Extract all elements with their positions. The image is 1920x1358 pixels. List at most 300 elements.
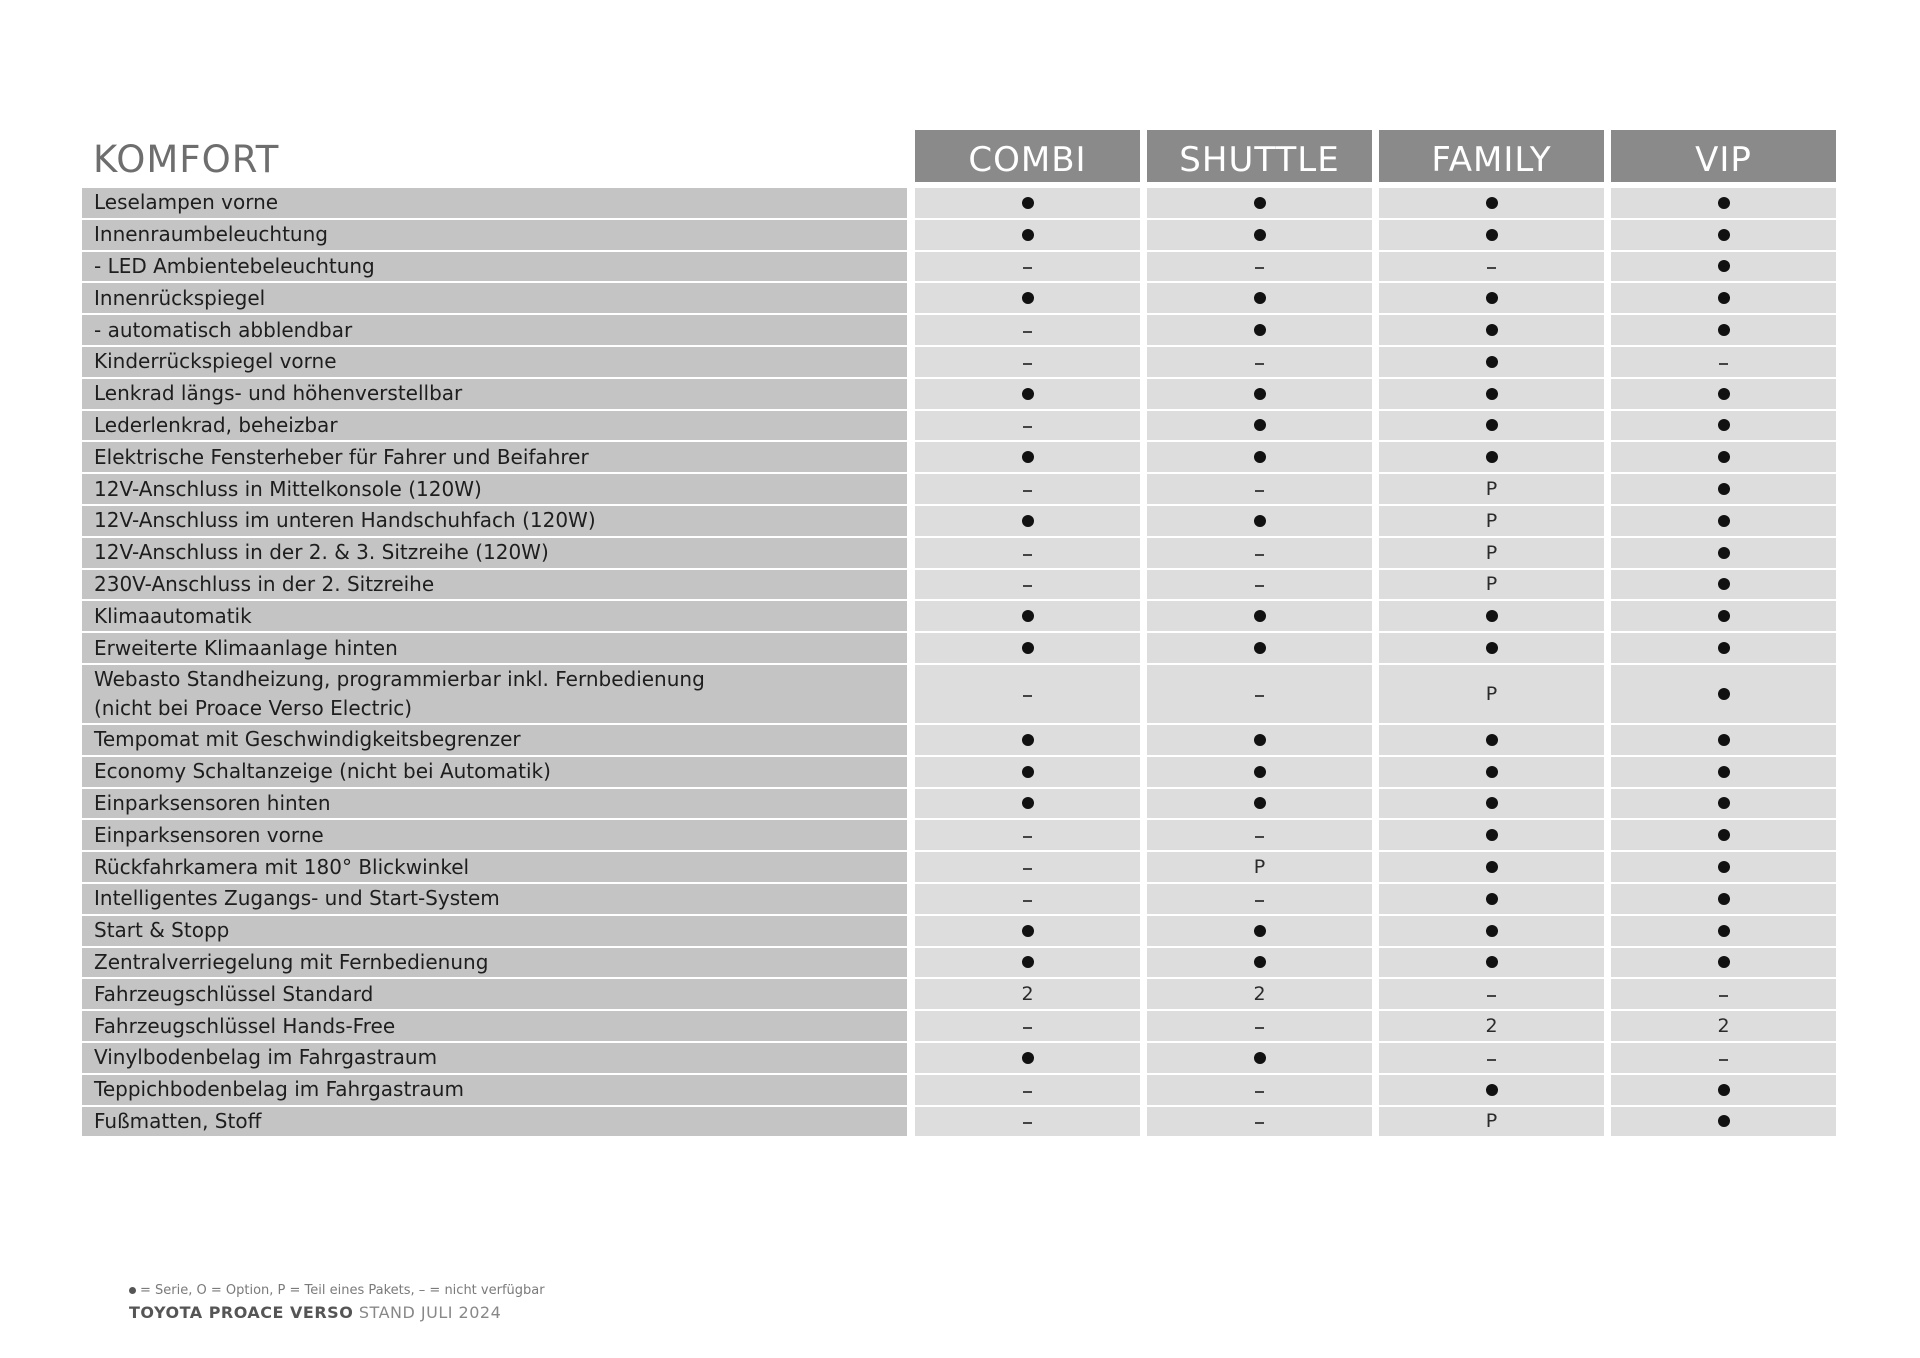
value-cell bbox=[1611, 1075, 1836, 1105]
table-row bbox=[0, 379, 1920, 409]
table-row bbox=[0, 188, 1920, 218]
table-row bbox=[0, 347, 1920, 377]
not-available-dash-icon bbox=[1023, 363, 1032, 365]
row-label: Erweiterte Klimaanlage hinten bbox=[94, 635, 398, 660]
standard-dot-icon bbox=[1718, 688, 1730, 700]
row-label: Fußmatten, Stoff bbox=[94, 1108, 262, 1133]
value-cell bbox=[1147, 601, 1372, 631]
row-label: Leselampen vorne bbox=[94, 190, 279, 215]
table-row bbox=[0, 884, 1920, 914]
standard-dot-icon bbox=[1718, 956, 1730, 968]
value-cell bbox=[1147, 538, 1372, 568]
value-text: P bbox=[1485, 478, 1498, 501]
footer-brand: TOYOTA PROACE VERSO bbox=[129, 1303, 354, 1322]
row-label-cell bbox=[82, 442, 907, 472]
value-cell bbox=[1611, 601, 1836, 631]
value-text: P bbox=[1485, 541, 1498, 564]
not-available-dash-icon bbox=[1023, 554, 1032, 556]
table-row bbox=[0, 665, 1920, 723]
table-row bbox=[0, 1107, 1920, 1137]
value-cell bbox=[1611, 665, 1836, 723]
row-label-cell bbox=[82, 283, 907, 313]
not-available-dash-icon bbox=[1719, 363, 1728, 365]
standard-dot-icon bbox=[1022, 766, 1034, 778]
standard-dot-icon bbox=[1718, 925, 1730, 937]
table-row bbox=[0, 633, 1920, 663]
row-label: Innenrückspiegel bbox=[94, 285, 266, 310]
standard-dot-icon bbox=[1486, 356, 1498, 368]
value-cell bbox=[1611, 506, 1836, 536]
value-cell bbox=[1379, 315, 1604, 345]
standard-dot-icon bbox=[1718, 515, 1730, 527]
value-cell bbox=[1379, 506, 1604, 536]
value-cell bbox=[1147, 474, 1372, 504]
value-cell bbox=[1379, 538, 1604, 568]
value-cell bbox=[1147, 1043, 1372, 1073]
not-available-dash-icon bbox=[1023, 1122, 1032, 1124]
value-cell bbox=[915, 1075, 1140, 1105]
standard-dot-icon bbox=[1254, 292, 1266, 304]
standard-dot-icon bbox=[1718, 324, 1730, 336]
row-label-cell bbox=[82, 820, 907, 850]
value-cell bbox=[1147, 725, 1372, 755]
standard-dot-icon bbox=[1486, 324, 1498, 336]
value-cell bbox=[1379, 916, 1604, 946]
value-cell bbox=[1611, 884, 1836, 914]
column-header-3: VIP bbox=[1611, 130, 1836, 182]
not-available-dash-icon bbox=[1255, 836, 1264, 838]
row-label-cell bbox=[82, 1011, 907, 1041]
standard-dot-icon bbox=[1022, 1052, 1034, 1064]
row-label: Lederlenkrad, beheizbar bbox=[94, 412, 338, 437]
row-label-cell bbox=[82, 252, 907, 282]
not-available-dash-icon bbox=[1255, 695, 1264, 697]
value-cell bbox=[1611, 283, 1836, 313]
column-header-0: COMBI bbox=[915, 130, 1140, 182]
standard-dot-icon bbox=[1718, 893, 1730, 905]
standard-dot-icon bbox=[1254, 956, 1266, 968]
row-label: Rückfahrkamera mit 180° Blickwinkel bbox=[94, 854, 470, 879]
row-label-cell bbox=[82, 665, 907, 723]
row-label: Zentralverriegelung mit Fernbedienung bbox=[94, 949, 489, 974]
not-available-dash-icon bbox=[1487, 267, 1496, 269]
value-cell bbox=[1611, 442, 1836, 472]
not-available-dash-icon bbox=[1023, 1027, 1032, 1029]
standard-dot-icon bbox=[1254, 229, 1266, 241]
value-cell bbox=[1611, 916, 1836, 946]
standard-dot-icon bbox=[1486, 419, 1498, 431]
value-cell bbox=[1147, 570, 1372, 600]
row-label: - LED Ambientebeleuchtung bbox=[94, 253, 375, 278]
table-row bbox=[0, 1075, 1920, 1105]
value-cell bbox=[915, 916, 1140, 946]
row-label: Kinderrückspiegel vorne bbox=[94, 349, 337, 374]
row-label-cell bbox=[82, 916, 907, 946]
value-cell bbox=[1147, 1075, 1372, 1105]
value-cell bbox=[1379, 1043, 1604, 1073]
standard-dot-icon bbox=[1022, 956, 1034, 968]
standard-dot-icon bbox=[1254, 766, 1266, 778]
row-label-cell bbox=[82, 1075, 907, 1105]
table-row bbox=[0, 411, 1920, 441]
value-cell bbox=[1379, 601, 1604, 631]
not-available-dash-icon bbox=[1255, 585, 1264, 587]
value-cell bbox=[1147, 789, 1372, 819]
value-cell bbox=[1147, 979, 1372, 1009]
standard-dot-icon bbox=[1718, 451, 1730, 463]
value-cell bbox=[1147, 188, 1372, 218]
standard-dot-icon bbox=[1718, 1084, 1730, 1096]
value-cell bbox=[1611, 757, 1836, 787]
value-cell bbox=[1379, 948, 1604, 978]
table-row bbox=[0, 1011, 1920, 1041]
value-cell bbox=[1379, 820, 1604, 850]
value-cell bbox=[1147, 757, 1372, 787]
value-cell bbox=[1379, 1107, 1604, 1137]
value-cell bbox=[915, 633, 1140, 663]
standard-dot-icon bbox=[1254, 925, 1266, 937]
value-cell bbox=[1147, 820, 1372, 850]
row-label-cell bbox=[82, 757, 907, 787]
standard-dot-icon bbox=[1486, 956, 1498, 968]
value-cell bbox=[915, 220, 1140, 250]
not-available-dash-icon bbox=[1023, 1091, 1032, 1093]
standard-dot-icon bbox=[1718, 483, 1730, 495]
value-cell bbox=[1611, 570, 1836, 600]
standard-dot-icon bbox=[1718, 797, 1730, 809]
table-row bbox=[0, 474, 1920, 504]
value-cell bbox=[915, 757, 1140, 787]
value-cell bbox=[1611, 1043, 1836, 1073]
value-cell bbox=[1379, 1011, 1604, 1041]
row-label: 12V-Anschluss in der 2. & 3. Sitzreihe (120W) bbox=[94, 540, 549, 565]
standard-dot-icon bbox=[1718, 547, 1730, 559]
value-cell bbox=[1611, 252, 1836, 282]
value-cell bbox=[915, 474, 1140, 504]
value-cell bbox=[1611, 820, 1836, 850]
value-cell bbox=[1611, 379, 1836, 409]
not-available-dash-icon bbox=[1023, 868, 1032, 870]
value-cell bbox=[915, 725, 1140, 755]
value-cell bbox=[1379, 725, 1604, 755]
value-cell bbox=[915, 852, 1140, 882]
standard-dot-icon bbox=[1718, 1115, 1730, 1127]
standard-dot-icon bbox=[1718, 578, 1730, 590]
table-row bbox=[0, 916, 1920, 946]
value-cell bbox=[1611, 315, 1836, 345]
standard-dot-icon bbox=[1022, 388, 1034, 400]
value-text: P bbox=[1485, 1110, 1498, 1133]
row-label: Vinylbodenbelag im Fahrgastraum bbox=[94, 1045, 438, 1070]
standard-dot-icon bbox=[1022, 925, 1034, 937]
value-cell bbox=[915, 283, 1140, 313]
standard-dot-icon bbox=[1486, 642, 1498, 654]
row-label-cell bbox=[82, 725, 907, 755]
value-cell bbox=[915, 1011, 1140, 1041]
row-label-cell bbox=[82, 789, 907, 819]
value-cell bbox=[1611, 1107, 1836, 1137]
standard-dot-icon bbox=[1254, 642, 1266, 654]
table-row bbox=[0, 979, 1920, 1009]
value-cell bbox=[1147, 948, 1372, 978]
standard-dot-icon bbox=[1718, 388, 1730, 400]
row-label-cell bbox=[82, 852, 907, 882]
not-available-dash-icon bbox=[1023, 836, 1032, 838]
value-cell bbox=[915, 442, 1140, 472]
standard-dot-icon bbox=[1486, 229, 1498, 241]
value-cell bbox=[1379, 283, 1604, 313]
value-cell bbox=[1611, 538, 1836, 568]
value-text: 2 bbox=[1717, 1015, 1730, 1038]
row-label-cell bbox=[82, 347, 907, 377]
table-row bbox=[0, 538, 1920, 568]
row-label-cell bbox=[82, 570, 907, 600]
value-cell bbox=[915, 538, 1140, 568]
value-cell bbox=[1379, 1075, 1604, 1105]
value-cell bbox=[1147, 884, 1372, 914]
row-label-cell bbox=[82, 315, 907, 345]
standard-dot-icon bbox=[1486, 451, 1498, 463]
value-cell bbox=[1379, 979, 1604, 1009]
standard-dot-icon bbox=[1718, 197, 1730, 209]
standard-dot-icon bbox=[1486, 797, 1498, 809]
not-available-dash-icon bbox=[1255, 1122, 1264, 1124]
value-cell bbox=[1611, 725, 1836, 755]
legend-footnote bbox=[129, 1283, 545, 1298]
table-row bbox=[0, 570, 1920, 600]
value-cell bbox=[1147, 1107, 1372, 1137]
row-label: Tempomat mit Geschwindigkeitsbegrenzer bbox=[94, 727, 521, 752]
value-cell bbox=[1379, 884, 1604, 914]
value-cell bbox=[1611, 188, 1836, 218]
value-cell bbox=[915, 347, 1140, 377]
row-label-cell bbox=[82, 979, 907, 1009]
value-cell bbox=[1147, 315, 1372, 345]
standard-dot-icon bbox=[1486, 197, 1498, 209]
value-cell bbox=[1147, 506, 1372, 536]
row-label: Fahrzeugschlüssel Hands-Free bbox=[94, 1013, 396, 1038]
value-cell bbox=[1147, 411, 1372, 441]
standard-dot-icon bbox=[1718, 229, 1730, 241]
value-cell bbox=[1147, 665, 1372, 723]
standard-dot-icon bbox=[1718, 292, 1730, 304]
standard-dot-icon bbox=[1022, 734, 1034, 746]
standard-dot-icon bbox=[1254, 197, 1266, 209]
standard-dot-icon bbox=[1254, 515, 1266, 527]
row-label: Innenraumbeleuchtung bbox=[94, 222, 328, 247]
row-label-cell bbox=[82, 1107, 907, 1137]
standard-dot-icon bbox=[1486, 388, 1498, 400]
table-row bbox=[0, 601, 1920, 631]
standard-dot-icon bbox=[1718, 642, 1730, 654]
row-label: Lenkrad längs- und höhenverstellbar bbox=[94, 381, 463, 406]
value-cell bbox=[1611, 474, 1836, 504]
row-label-cell bbox=[82, 884, 907, 914]
value-cell bbox=[915, 884, 1140, 914]
value-cell bbox=[1611, 948, 1836, 978]
value-text: 2 bbox=[1021, 983, 1034, 1006]
value-text: P bbox=[1485, 683, 1498, 705]
standard-dot-icon bbox=[1254, 388, 1266, 400]
standard-dot-icon bbox=[1486, 734, 1498, 746]
standard-dot-icon bbox=[1718, 734, 1730, 746]
value-cell bbox=[1147, 633, 1372, 663]
value-text: P bbox=[1485, 573, 1498, 596]
section-title: KOMFORT bbox=[93, 138, 280, 181]
table-row bbox=[0, 1043, 1920, 1073]
standard-dot-icon bbox=[1254, 419, 1266, 431]
table-row bbox=[0, 506, 1920, 536]
value-cell bbox=[1147, 220, 1372, 250]
standard-dot-icon bbox=[1486, 893, 1498, 905]
not-available-dash-icon bbox=[1719, 1059, 1728, 1061]
document-footer bbox=[129, 1303, 501, 1322]
not-available-dash-icon bbox=[1023, 426, 1032, 428]
not-available-dash-icon bbox=[1023, 585, 1032, 587]
footer-date: STAND JULI 2024 bbox=[358, 1303, 502, 1322]
not-available-dash-icon bbox=[1255, 363, 1264, 365]
value-cell bbox=[1147, 442, 1372, 472]
value-cell bbox=[915, 979, 1140, 1009]
value-cell bbox=[1611, 852, 1836, 882]
row-label-cell bbox=[82, 379, 907, 409]
standard-dot-icon bbox=[1486, 1084, 1498, 1096]
row-label-cell bbox=[82, 188, 907, 218]
value-cell bbox=[1379, 789, 1604, 819]
not-available-dash-icon bbox=[1255, 900, 1264, 902]
table-row bbox=[0, 757, 1920, 787]
value-text: P bbox=[1253, 856, 1266, 879]
not-available-dash-icon bbox=[1719, 995, 1728, 997]
row-label-cell bbox=[82, 538, 907, 568]
value-cell bbox=[915, 1043, 1140, 1073]
not-available-dash-icon bbox=[1023, 695, 1032, 697]
not-available-dash-icon bbox=[1255, 490, 1264, 492]
row-label: Klimaautomatik bbox=[94, 603, 252, 628]
table-row bbox=[0, 789, 1920, 819]
standard-dot-icon bbox=[1254, 324, 1266, 336]
value-text: 2 bbox=[1485, 1015, 1498, 1038]
value-cell bbox=[1379, 570, 1604, 600]
value-cell bbox=[1611, 220, 1836, 250]
value-cell bbox=[1147, 379, 1372, 409]
row-label-cell bbox=[82, 1043, 907, 1073]
row-label: Start & Stopp bbox=[94, 918, 230, 943]
standard-dot-icon bbox=[1022, 451, 1034, 463]
value-cell bbox=[1147, 252, 1372, 282]
standard-dot-icon bbox=[1022, 797, 1034, 809]
value-cell bbox=[1379, 633, 1604, 663]
value-cell bbox=[915, 820, 1140, 850]
row-label-cell bbox=[82, 220, 907, 250]
value-cell bbox=[915, 315, 1140, 345]
standard-dot-icon bbox=[1254, 610, 1266, 622]
value-cell bbox=[1611, 1011, 1836, 1041]
standard-dot-icon bbox=[1486, 829, 1498, 841]
not-available-dash-icon bbox=[1023, 490, 1032, 492]
value-cell bbox=[1147, 1011, 1372, 1041]
value-cell bbox=[915, 601, 1140, 631]
value-cell bbox=[915, 411, 1140, 441]
column-header-2: FAMILY bbox=[1379, 130, 1604, 182]
value-cell bbox=[1147, 852, 1372, 882]
row-label: 230V-Anschluss in der 2. Sitzreihe bbox=[94, 571, 435, 596]
row-label: Webasto Standheizung, programmierbar inkl. Fernbedienung (nicht bei Proace Verso Electric) bbox=[94, 667, 705, 720]
row-label-cell bbox=[82, 411, 907, 441]
value-cell bbox=[1611, 789, 1836, 819]
standard-dot-icon bbox=[1486, 766, 1498, 778]
row-label: Elektrische Fensterheber für Fahrer und Beifahrer bbox=[94, 444, 589, 469]
row-label: 12V-Anschluss im unteren Handschuhfach (120W) bbox=[94, 508, 596, 533]
table-row bbox=[0, 252, 1920, 282]
standard-dot-icon bbox=[1718, 260, 1730, 272]
value-cell bbox=[1379, 474, 1604, 504]
not-available-dash-icon bbox=[1487, 995, 1496, 997]
row-label: Einparksensoren hinten bbox=[94, 790, 331, 815]
legend-text: = Serie, O = Option, P = Teil eines Pakets, – = nicht verfügbar bbox=[140, 1283, 545, 1298]
not-available-dash-icon bbox=[1255, 554, 1264, 556]
table-row bbox=[0, 283, 1920, 313]
standard-dot-icon bbox=[1718, 829, 1730, 841]
value-cell bbox=[915, 252, 1140, 282]
not-available-dash-icon bbox=[1023, 331, 1032, 333]
value-cell bbox=[915, 570, 1140, 600]
standard-dot-icon bbox=[1254, 451, 1266, 463]
row-label: Intelligentes Zugangs- und Start-System bbox=[94, 886, 500, 911]
not-available-dash-icon bbox=[1255, 267, 1264, 269]
value-cell bbox=[1379, 665, 1604, 723]
not-available-dash-icon bbox=[1255, 1027, 1264, 1029]
value-cell bbox=[915, 1107, 1140, 1137]
row-label: 12V-Anschluss in Mittelkonsole (120W) bbox=[94, 476, 482, 501]
table-row bbox=[0, 852, 1920, 882]
value-cell bbox=[1379, 220, 1604, 250]
row-label-cell bbox=[82, 633, 907, 663]
not-available-dash-icon bbox=[1487, 1059, 1496, 1061]
value-cell bbox=[1611, 411, 1836, 441]
value-cell bbox=[1147, 916, 1372, 946]
standard-dot-icon bbox=[1486, 610, 1498, 622]
standard-dot-icon bbox=[1254, 1052, 1266, 1064]
value-cell bbox=[1379, 347, 1604, 377]
standard-dot-icon bbox=[1718, 861, 1730, 873]
standard-dot-icon bbox=[1022, 642, 1034, 654]
standard-dot-icon bbox=[1022, 229, 1034, 241]
column-header-1: SHUTTLE bbox=[1147, 130, 1372, 182]
value-cell bbox=[1147, 347, 1372, 377]
standard-dot-icon bbox=[1254, 734, 1266, 746]
row-label: Teppichbodenbelag im Fahrgastraum bbox=[94, 1077, 464, 1102]
row-label: Economy Schaltanzeige (nicht bei Automatik) bbox=[94, 759, 551, 784]
table-row bbox=[0, 315, 1920, 345]
standard-dot-icon bbox=[1718, 766, 1730, 778]
row-label: - automatisch abblendbar bbox=[94, 317, 353, 342]
row-label-cell bbox=[82, 948, 907, 978]
standard-dot-icon bbox=[1022, 197, 1034, 209]
value-cell bbox=[915, 188, 1140, 218]
standard-dot-icon bbox=[1486, 925, 1498, 937]
value-text: P bbox=[1485, 509, 1498, 532]
value-cell bbox=[1379, 442, 1604, 472]
value-cell bbox=[1147, 283, 1372, 313]
not-available-dash-icon bbox=[1255, 1091, 1264, 1093]
row-label-cell bbox=[82, 474, 907, 504]
row-label-cell bbox=[82, 506, 907, 536]
value-cell bbox=[1379, 852, 1604, 882]
standard-dot-icon bbox=[1022, 515, 1034, 527]
table-row bbox=[0, 820, 1920, 850]
value-cell bbox=[915, 948, 1140, 978]
